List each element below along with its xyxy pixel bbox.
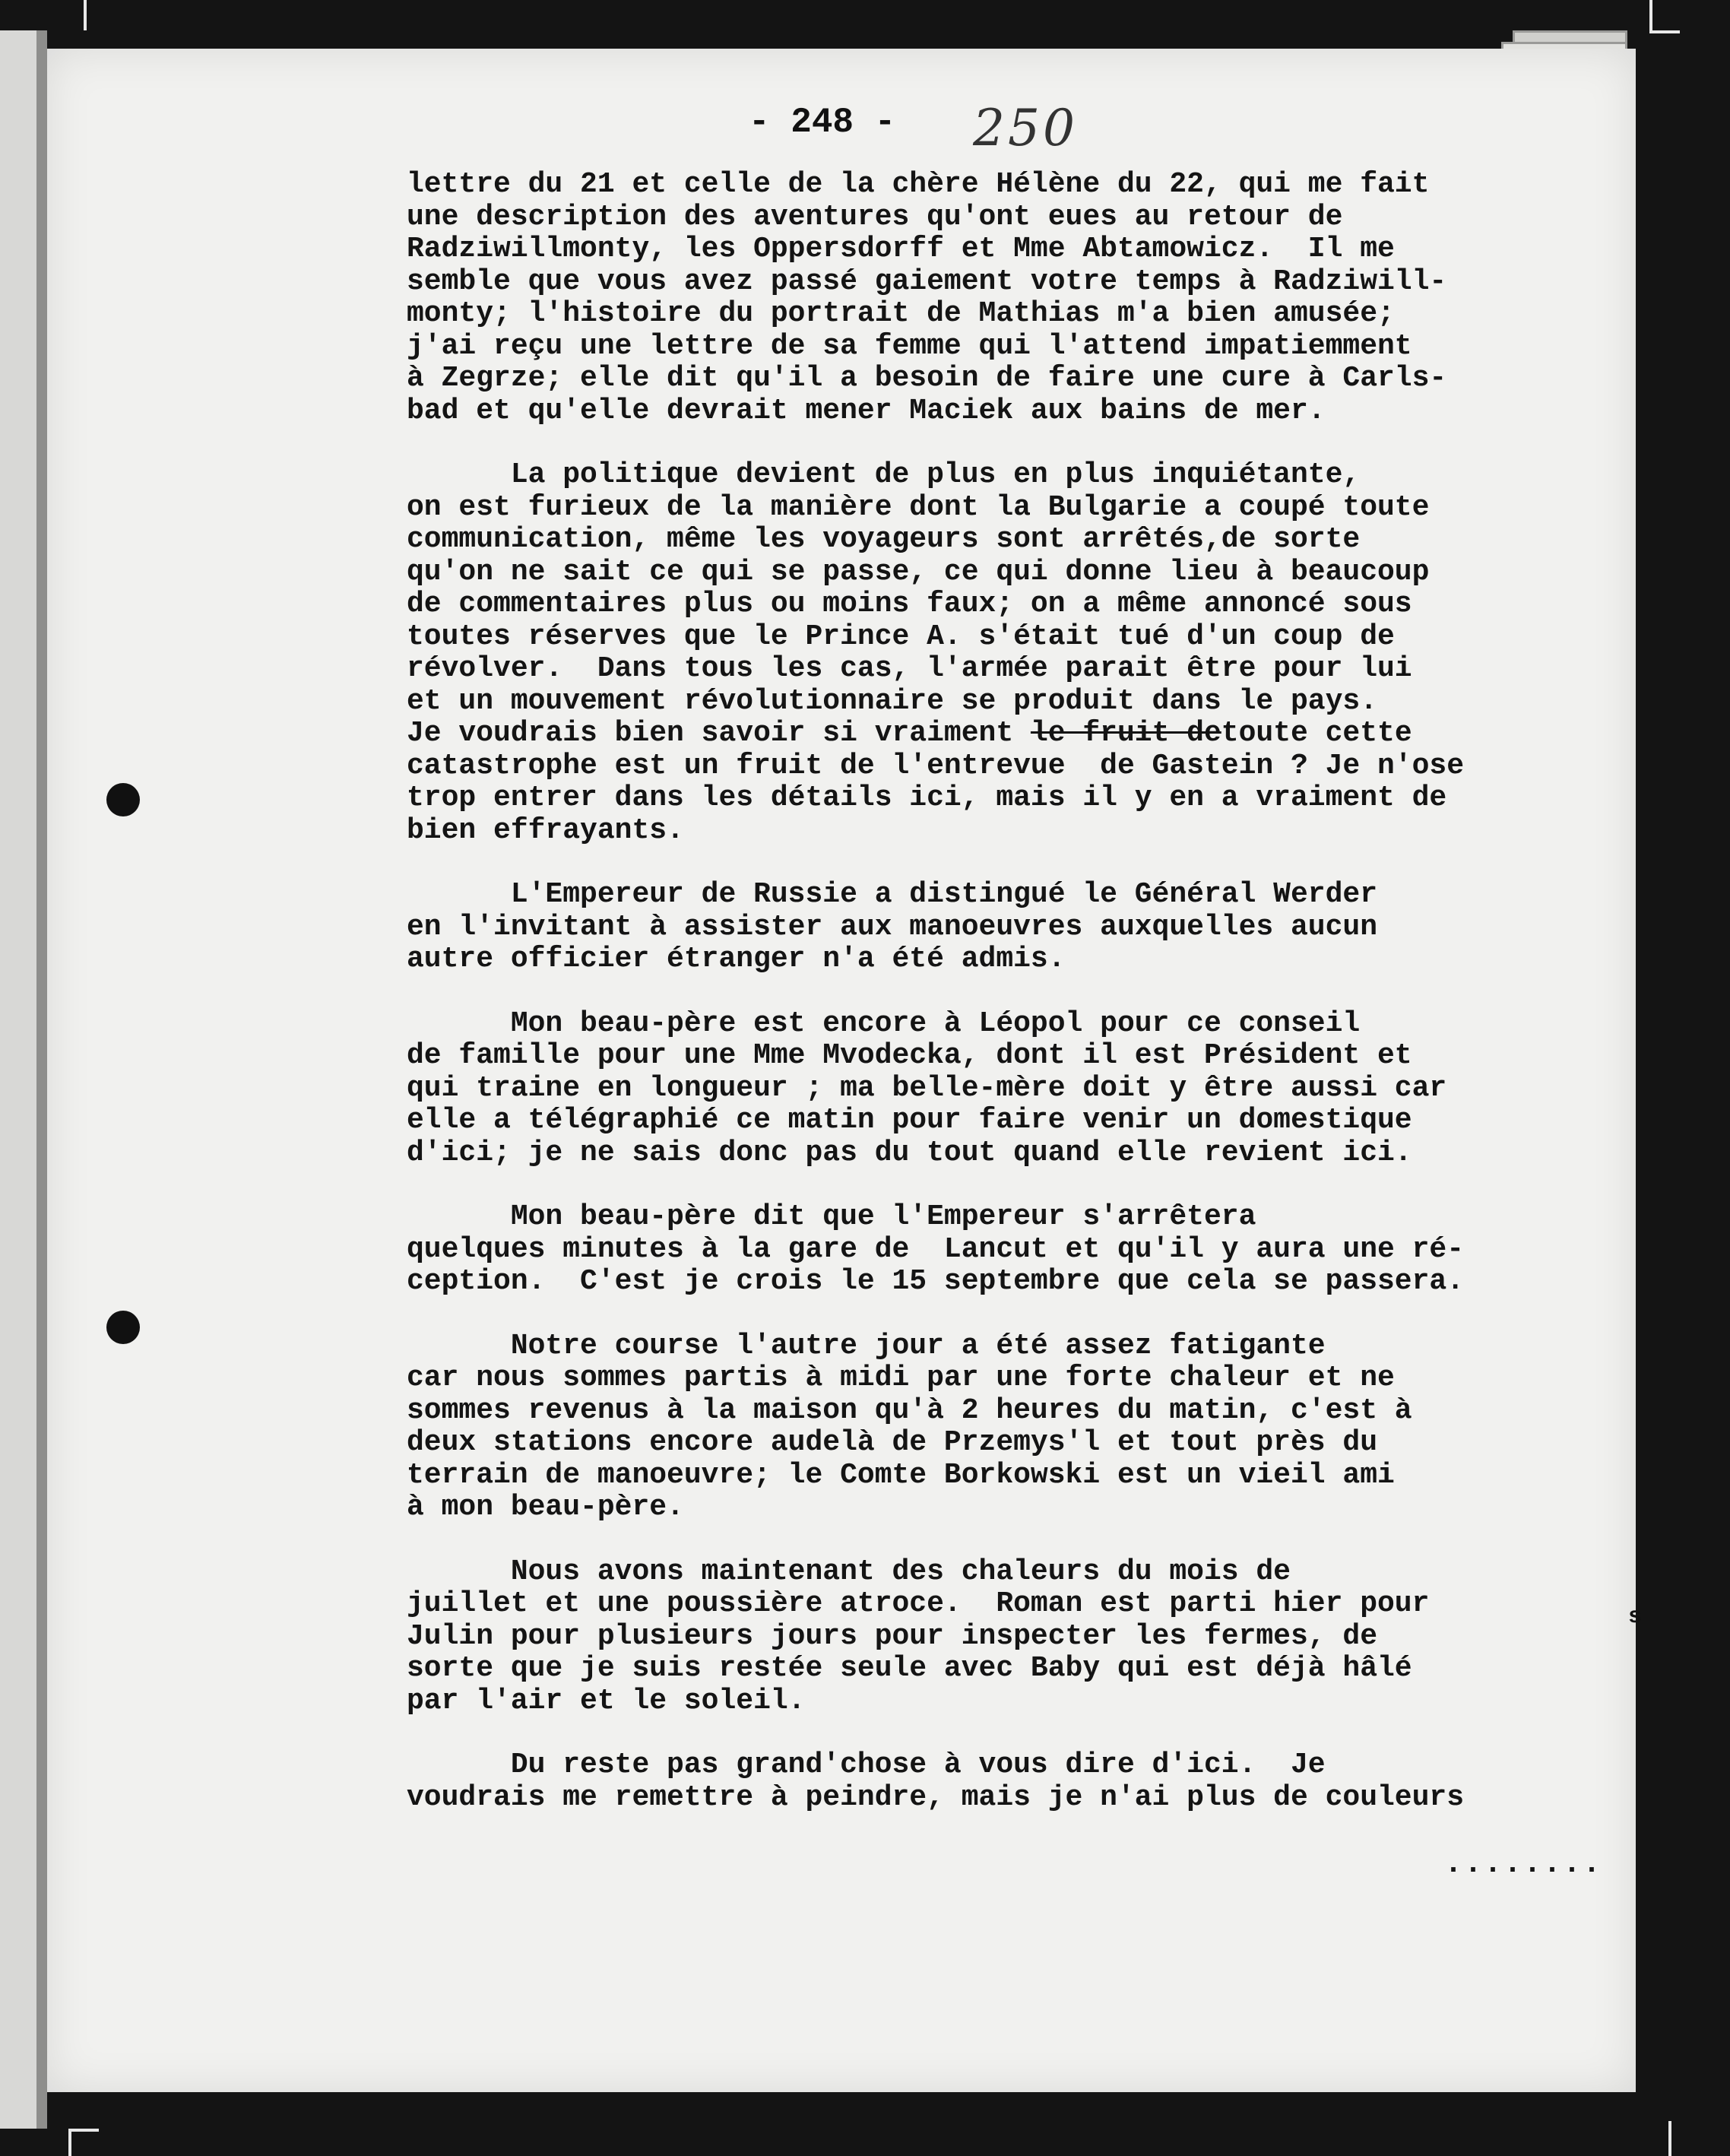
text-line: en l'invitant à assister aux manoeuvres auxquelles aucun: [407, 910, 1378, 943]
text-line: autre officier étranger n'a été admis.: [407, 943, 1066, 975]
text-line: sorte que je suis restée seule avec Baby qui est déjà hâlé: [407, 1652, 1412, 1685]
crop-mark: [1668, 2121, 1671, 2156]
text-line: juillet et une poussière atroce. Roman est parti hier pour: [407, 1587, 1430, 1620]
text-line: ception. C'est je crois le 15 septembre que cela se passera.: [407, 1265, 1465, 1298]
text-line: quelques minutes à la gare de Lancut et qu'il y aura une ré-: [407, 1232, 1465, 1266]
paragraph-5: [407, 1201, 1577, 1298]
text-line: de commentaires plus ou moins faux; on a même annoncé sous: [407, 588, 1412, 620]
edge-glyph: s: [1628, 1604, 1643, 1630]
paragraph-3: [407, 879, 1577, 976]
text-line: d'ici; je ne sais donc pas du tout quand elle revient ici.: [407, 1136, 1412, 1169]
punch-hole: [106, 1311, 140, 1344]
letter-body: [407, 169, 1577, 1846]
punch-hole: [106, 783, 140, 816]
facing-page-edge: [0, 30, 40, 2129]
text-line: monty; l'histoire du portrait de Mathias m'a bien amusée;: [407, 297, 1395, 330]
text-line: révolver. Dans tous les cas, l'armée parait être pour lui: [407, 652, 1412, 685]
continuation-dots: ........: [1444, 1847, 1603, 1882]
text-line: semble que vous avez passé gaiement votre temps à Radziwill-: [407, 265, 1447, 298]
paragraph-6: [407, 1330, 1577, 1524]
binding-shadow: [36, 30, 47, 2129]
text-line: on est furieux de la manière dont la Bulgarie a coupé toute: [407, 490, 1430, 524]
text-line: lettre du 21 et celle de la chère Hélène du 22, qui me fait: [407, 168, 1430, 201]
text-fragment: toute cette: [1221, 717, 1412, 750]
text-line: Du reste pas grand'chose à vous dire d'ici. Je: [407, 1749, 1326, 1781]
text-line: terrain de manoeuvre; le Comte Borkowski est un vieil ami: [407, 1458, 1395, 1492]
text-line: sommes revenus à la maison qu'à 2 heures du matin, c'est à: [407, 1393, 1412, 1427]
text-line: Julin pour plusieurs jours pour inspecter les fermes, de: [407, 1619, 1378, 1653]
paragraph-8: [407, 1749, 1577, 1814]
text-line: toutes réserves que le Prince A. s'était tué d'un coup de: [407, 620, 1395, 653]
text-line: Mon beau-père est encore à Léopol pour ce conseil: [407, 1007, 1361, 1040]
text-line: à mon beau-père.: [407, 1491, 684, 1523]
crop-mark: [1649, 0, 1652, 33]
paragraph-2: [407, 459, 1577, 847]
text-line: communication, même les voyageurs sont arrêtés,de sorte: [407, 523, 1361, 556]
handwritten-folio-number: 250: [973, 99, 1078, 157]
text-line: qu'on ne sait ce qui se passe, ce qui donne lieu à beaucoup: [407, 555, 1430, 588]
text-line: par l'air et le soleil.: [407, 1684, 806, 1717]
crop-mark: [84, 0, 87, 30]
text-line: de famille pour une Mme Mvodecka, dont il est Président et: [407, 1039, 1412, 1072]
text-line: catastrophe est un fruit de l'entrevue de Gastein ? Je n'ose: [407, 749, 1465, 782]
text-line: à Zegrze; elle dit qu'il a besoin de faire une cure à Carls-: [407, 362, 1447, 395]
crop-mark: [68, 2129, 71, 2156]
text-line: bien effrayants.: [407, 813, 684, 847]
text-line: qui traine en longueur ; ma belle-mère doit y être aussi car: [407, 1071, 1447, 1105]
text-line: La politique devient de plus en plus inquiétante,: [407, 458, 1361, 491]
paragraph-4: [407, 1008, 1577, 1170]
paragraph-1: [407, 169, 1577, 427]
text-line: Mon beau-père dit que l'Empereur s'arrêtera: [407, 1200, 1256, 1233]
text-line: trop entrer dans les détails ici, mais il y en a vraiment de: [407, 782, 1447, 814]
text-line: elle a télégraphié ce matin pour faire venir un domestique: [407, 1104, 1412, 1137]
text-fragment: Je voudrais bien savoir si vraiment: [407, 717, 1031, 750]
text-line-with-strikethrough: [407, 718, 1577, 750]
text-line: Radziwillmonty, les Oppersdorff et Mme Abtamowicz. Il me: [407, 233, 1395, 265]
text-line: et un mouvement révolutionnaire se produit dans le pays.: [407, 684, 1378, 718]
text-line: une description des aventures qu'ont eues au retour de: [407, 200, 1343, 233]
text-line: voudrais me remettre à peindre, mais je n'ai plus de couleurs: [407, 1780, 1465, 1814]
text-line: j'ai reçu une lettre de sa femme qui l'attend impatiemment: [407, 329, 1412, 363]
page-number: - 248 -: [749, 103, 896, 142]
text-line: deux stations encore audelà de Przemys'l et tout près du: [407, 1426, 1378, 1459]
crop-mark: [68, 2129, 99, 2132]
struck-text: le fruit de: [1030, 717, 1221, 750]
crop-mark: [1649, 30, 1680, 33]
text-line: L'Empereur de Russie a distingué le Général Werder: [407, 878, 1378, 911]
paragraph-7: [407, 1556, 1577, 1718]
text-line: bad et qu'elle devrait mener Maciek aux bains de mer.: [407, 394, 1326, 427]
text-line: Nous avons maintenant des chaleurs du mois de: [407, 1555, 1291, 1588]
text-line: car nous sommes partis à midi par une forte chaleur et ne: [407, 1362, 1395, 1394]
text-line: Notre course l'autre jour a été assez fatigante: [407, 1329, 1326, 1362]
